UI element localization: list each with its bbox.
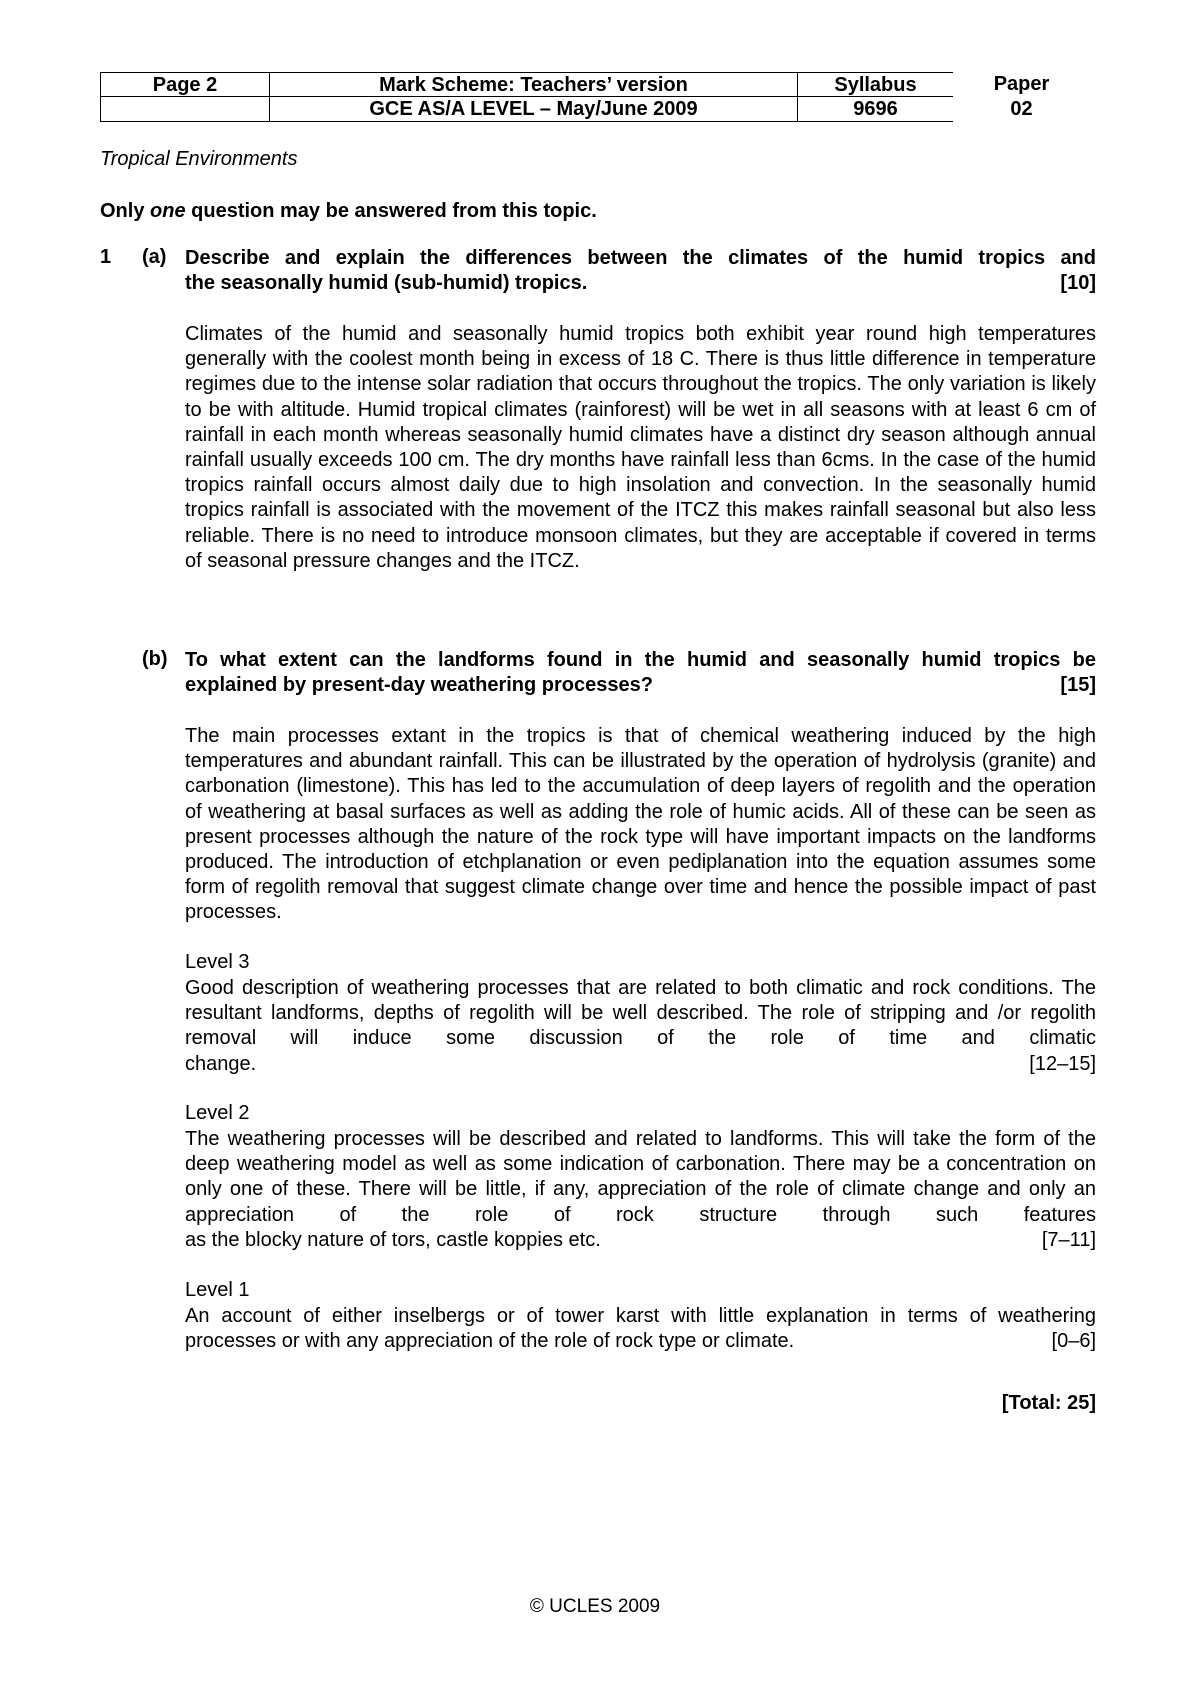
level-3-text: Good description of weathering processes that are related to both climatic and rock conditions. The resultant landforms, depths of regolith will be well described. The role of stripping and /or regolith removal will induce some discussion of the role of time and climatic [185, 977, 1096, 1050]
instruction-post: question may be answered from this topic. [185, 200, 597, 222]
level-2-descriptor [185, 1127, 1096, 1253]
level-1-marks: [0–6] [1051, 1330, 1096, 1353]
level-2-title: Level 2 [185, 1102, 250, 1124]
header-table [100, 72, 1090, 122]
part-b-question-line2: explained by present-day weathering processes? [185, 674, 653, 696]
total-marks: [Total: 25] [1001, 1392, 1096, 1414]
instruction [100, 200, 597, 223]
level-2-marks: [7–11] [1041, 1228, 1096, 1251]
instruction-emphasis: one [150, 200, 186, 222]
level-2-last-row [185, 1228, 1096, 1253]
syllabus-label: Syllabus [798, 72, 953, 97]
mark-scheme-title: Mark Scheme: Teachers’ version [270, 72, 798, 97]
page-label: Page 2 [100, 72, 270, 97]
level-3-marks: [12–15] [1029, 1052, 1096, 1075]
part-a-question-line2-row [185, 271, 1096, 296]
level-2-text: The weathering processes will be described and related to landforms. This will take the form of the deep weathering model as well as some indication of carbonation. There may be a concentration on only one of these. There will be little, if any, appreciation of the role of climate change and only an appreciation of the role of rock structure through such features [185, 1128, 1096, 1226]
paper-number: 02 [1010, 98, 1033, 120]
level-1-last-line: processes or with any appreciation of the role of rock type or climate. [185, 1330, 795, 1353]
level-3-descriptor [185, 976, 1096, 1077]
level-2-last-line: as the blocky nature of tors, castle koppies etc. [185, 1228, 601, 1251]
question-number: 1 [100, 246, 112, 268]
topic-heading: Tropical Environments [100, 148, 298, 170]
part-a-label: (a) [142, 246, 167, 268]
level-1-descriptor [185, 1304, 1096, 1354]
copyright-footer: © UCLES 2009 [529, 1596, 661, 1617]
part-b-question [185, 648, 1096, 698]
syllabus-code: 9696 [798, 97, 953, 122]
level-3-title: Level 3 [185, 951, 250, 973]
level-1-last-row [185, 1329, 1096, 1354]
level-3-last-row [185, 1052, 1096, 1077]
part-b-question-line1: To what extent can the landforms found in the humid and seasonally humid tropics be [185, 649, 1096, 671]
level-3-last-line: change. [185, 1052, 257, 1075]
paper-label: Paper [993, 73, 1050, 95]
part-a-answer: Climates of the humid and seasonally humid tropics both exhibit year round high temperatures generally with the coolest month being in excess of 18 C. There is thus little difference in temperature regimes due to the intense solar radiation that occurs throughout the tropics. The only variation is likely to be with altitude. Humid tropical climates (rainforest) will be wet in all seasons with at least 6 cm of rainfall in each month whereas seasonally humid climates have a distinct dry season although annual rainfall usually exceeds 100 cm. The dry months have rainfall less than 6cms. In the case of the humid tropics rainfall occurs almost daily due to high insolation and convection. In the seasonally humid tropics rainfall is associated with the movement of the ITCZ this makes rainfall seasonal but also less reliable. There is no need to introduce monsoon climates, but they are acceptable if covered in terms of seasonal pressure changes and the ITCZ. [185, 323, 1096, 572]
part-b-label: (b) [142, 648, 168, 670]
header-row-1 [100, 72, 1090, 97]
empty-cell [100, 97, 270, 122]
part-b-answer: The main processes extant in the tropics is that of chemical weathering induced by the high temperatures and abundant rainfall. This can be illustrated by the operation of hydrolysis (granite) and carbonation (limestone). This has led to the accumulation of deep layers of regolith and the operation of weathering at basal surfaces as well as adding the role of humic acids. All of these can be seen as present processes although the nature of the rock type will have important impacts on the landforms produced. The introduction of etchplanation or even pediplanation into the equation assumes some form of regolith removal that suggest climate change over time and hence the possible impact of past processes. [185, 725, 1096, 924]
part-a-question [185, 246, 1096, 296]
instruction-pre: Only [100, 200, 151, 222]
part-a-marks: [10] [1060, 272, 1096, 294]
part-a-question-line1: Describe and explain the differences between the climates of the humid tropics and [185, 247, 1096, 269]
level-1-title: Level 1 [185, 1279, 250, 1301]
level-1-text: An account of either inselbergs or of tower karst with little explanation in terms of weathering [185, 1305, 1096, 1327]
exam-title: GCE AS/A LEVEL – May/June 2009 [270, 97, 798, 122]
part-b-question-line2-row [185, 673, 1096, 698]
part-b-marks: [15] [1060, 674, 1096, 696]
header-row-2 [100, 97, 1090, 122]
part-a-question-line2: the seasonally humid (sub-humid) tropics. [185, 272, 588, 294]
